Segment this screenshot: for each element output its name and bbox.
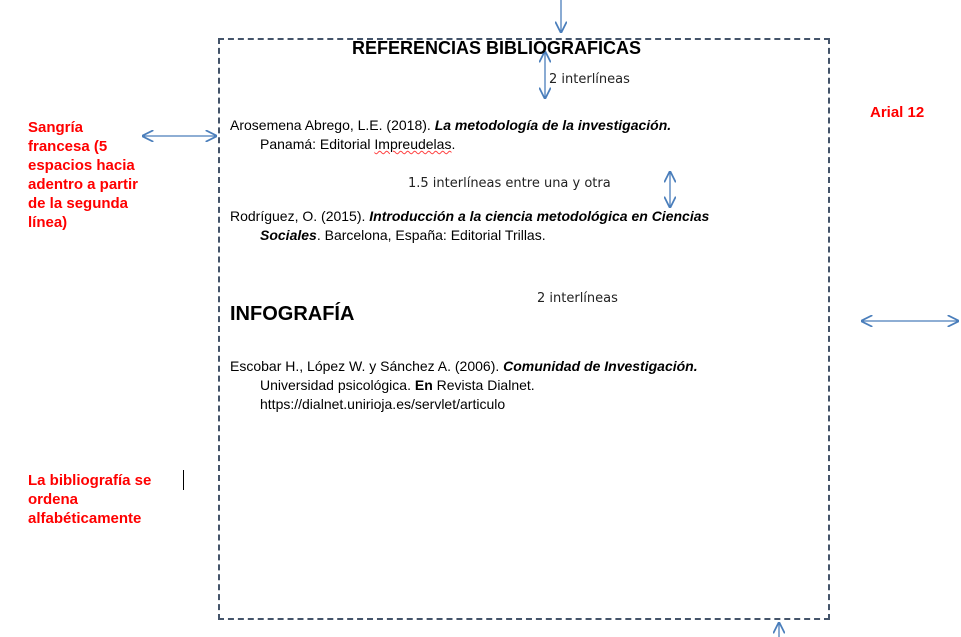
spacing-note-between: 1.5 interlíneas entre una y otra [408,176,611,191]
reference-2-title: Introducción a la ciencia metodológica en Ciencias [369,208,710,224]
font-annotation: Arial 12 [870,104,925,121]
reference-3-url: https://dialnet.unirioja.es/servlet/articulo [260,396,506,412]
text-cursor [183,470,184,490]
order-annotation: La bibliografía se ordena alfabéticamente [28,472,152,527]
reference-3-title: Comunidad de Investigación. [503,358,698,374]
misspelled-word: Impreudelas [374,136,452,152]
spacing-note-section: 2 interlíneas [537,291,618,306]
reference-1-title: La metodología de la investigación. [434,117,672,133]
reference-3: Escobar H., López W. y Sánchez A. (2006). Comunidad de Investigación. Universidad psicológica. En Revista Dialnet. https://dialnet.unirioja.es/servlet/articulo [230,358,698,412]
page-title: REFERENCIAS BIBLIOGRAFICAS [352,38,642,58]
hanging-indent-annotation: Sangría francesa (5 espacios hacia adentro a partir de la segunda línea) [28,119,139,231]
reference-1: Arosemena Abrego, L.E. (2018). La metodología de la investigación. Panamá: Editorial Impreudelas. [230,117,672,152]
reference-2: Rodríguez, O. (2015). Introducción a la ciencia metodológica en Ciencias Sociales. Barcelona, España: Editorial Trillas. [230,208,710,243]
spacing-note-title: 2 interlíneas [549,72,630,87]
section-heading: INFOGRAFÍA [230,303,355,325]
